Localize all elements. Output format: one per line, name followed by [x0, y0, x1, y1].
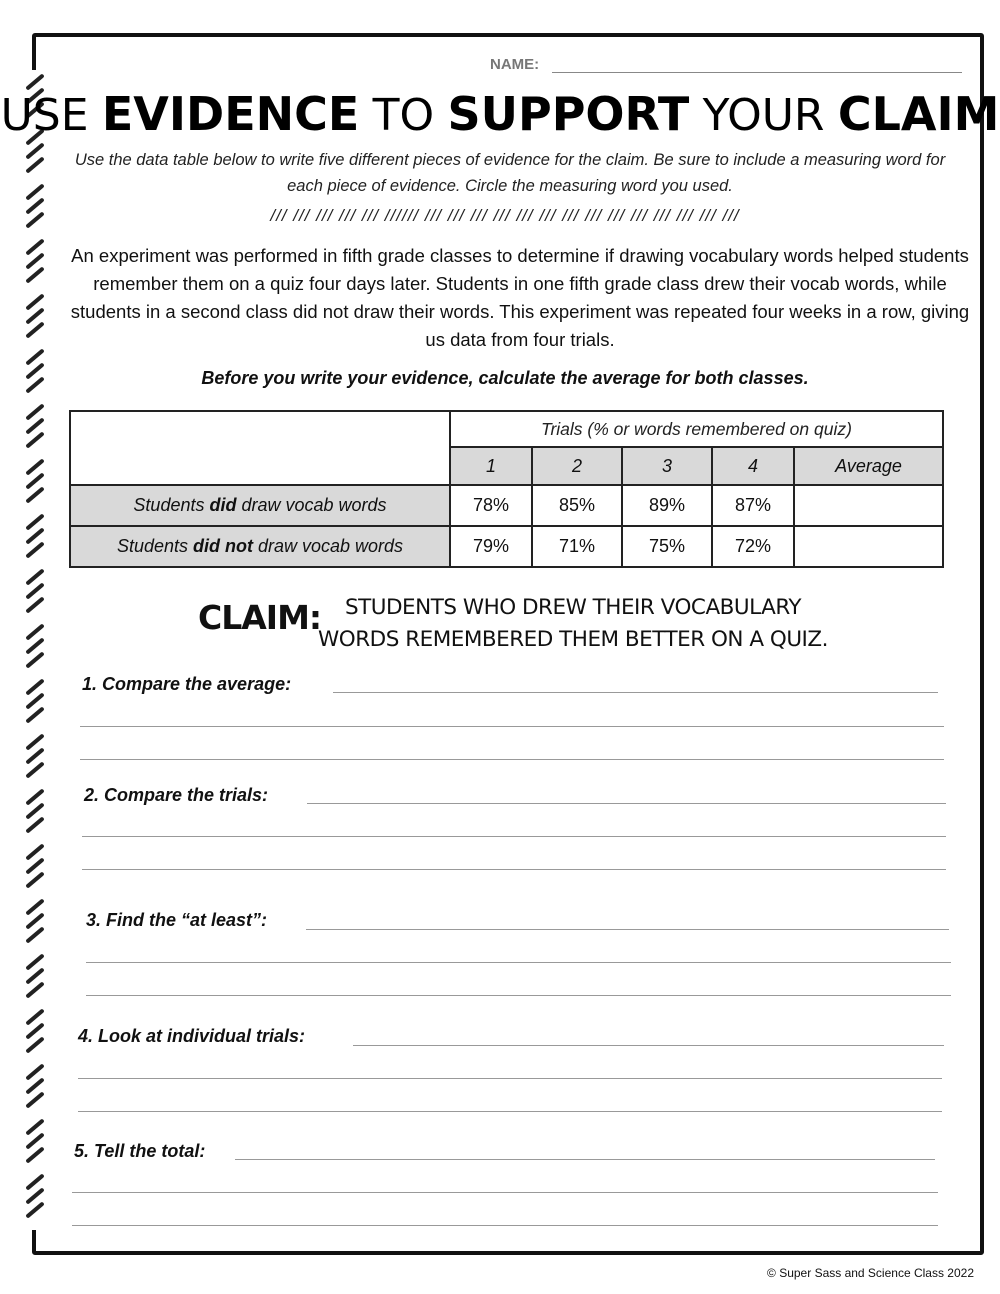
hatch-mark-group	[18, 622, 48, 674]
question-3-label: 3. Find the “at least”:	[86, 910, 268, 930]
slash-divider: /// /// /// /// /// ////// /// /// /// /// /// /// /// /// /// /// /// /// /// ///	[270, 206, 740, 225]
average-cell[interactable]	[794, 526, 943, 567]
column-header: Average	[794, 447, 943, 485]
title-word: USE	[0, 90, 89, 141]
cell-value: 87%	[712, 485, 794, 526]
row-label: Students did draw vocab words	[70, 485, 450, 526]
trials-header: Trials (% or words remembered on quiz)	[450, 411, 943, 447]
row-label: Students did not draw vocab words	[70, 526, 450, 567]
question-5-label: 5. Tell the total:	[74, 1141, 206, 1161]
hatch-mark-group	[18, 1172, 48, 1224]
answer-line[interactable]	[86, 962, 951, 963]
answer-line[interactable]	[306, 929, 949, 930]
calculate-prompt: Before you write your evidence, calculate the average for both classes.	[201, 368, 809, 388]
cell-value: 79%	[450, 526, 532, 567]
title-word: TO	[372, 90, 435, 141]
instructions: Use the data table below to write five different pieces of evidence for the claim. Be sure to include a measuring word for each piece of evidence. Circle the measuring word you used.	[74, 151, 946, 195]
claim-line: WORDS REMEMBERED THEM BETTER ON A QUIZ.	[318, 627, 828, 652]
table-row	[70, 485, 943, 526]
hatch-mark-group	[18, 1062, 48, 1114]
claim-label: CLAIM:	[198, 598, 322, 637]
column-header: 1	[450, 447, 532, 485]
hatch-mark-group	[18, 292, 48, 344]
table-corner	[70, 411, 450, 485]
cell-value: 89%	[622, 485, 712, 526]
title-word: EVIDENCE	[101, 87, 360, 141]
answer-line[interactable]	[333, 692, 938, 693]
average-cell[interactable]	[794, 485, 943, 526]
claim-text	[318, 592, 828, 656]
answer-line[interactable]	[86, 995, 951, 996]
answer-line[interactable]	[72, 1225, 938, 1226]
answer-line[interactable]	[307, 803, 946, 804]
cell-value: 75%	[622, 526, 712, 567]
answer-line[interactable]	[80, 726, 944, 727]
hatch-mark-group	[18, 952, 48, 1004]
cell-value: 85%	[532, 485, 622, 526]
title-word: SUPPORT	[447, 87, 690, 141]
hatch-mark-group	[18, 402, 48, 454]
hatch-mark-group	[18, 842, 48, 894]
cell-value: 78%	[450, 485, 532, 526]
table-row	[70, 526, 943, 567]
cell-value: 72%	[712, 526, 794, 567]
hatch-mark-group	[18, 1117, 48, 1169]
cell-value: 71%	[532, 526, 622, 567]
column-header: 4	[712, 447, 794, 485]
name-label: NAME:	[490, 56, 540, 73]
title-word: YOUR	[702, 90, 825, 141]
question-4-label: 4. Look at individual trials:	[78, 1026, 306, 1046]
answer-line[interactable]	[235, 1159, 935, 1160]
answer-line[interactable]	[80, 759, 944, 760]
claim-line: STUDENTS WHO DREW THEIR VOCABULARY	[344, 595, 802, 620]
hatch-mark-group	[18, 732, 48, 784]
hatch-mark-group	[18, 457, 48, 509]
hatch-mark-group	[18, 677, 48, 729]
hatch-mark-group	[18, 237, 48, 289]
hatch-mark-group	[18, 1007, 48, 1059]
data-table	[69, 410, 944, 568]
answer-line[interactable]	[82, 836, 946, 837]
hatch-mark-group	[18, 897, 48, 949]
name-field[interactable]	[552, 72, 962, 73]
question-1-label: 1. Compare the average:	[82, 674, 292, 694]
column-header: 3	[622, 447, 712, 485]
column-header: 2	[532, 447, 622, 485]
answer-line[interactable]	[353, 1045, 944, 1046]
intro-paragraph: An experiment was performed in fifth grade classes to determine if drawing vocabulary words helped students remember them on a quiz four days later. Students in one fifth grade class drew their vocab words, while students in a second class did not draw their words. This experiment was repeated four weeks in a row, giving us data from four trials.	[70, 245, 970, 350]
hatch-mark-group	[18, 567, 48, 619]
page-title	[0, 84, 1000, 146]
copyright: © Super Sass and Science Class 2022	[767, 1266, 974, 1280]
hatch-mark-group	[18, 512, 48, 564]
hatch-mark-group	[18, 787, 48, 839]
title-word: CLAIM	[837, 87, 1000, 141]
answer-line[interactable]	[78, 1078, 942, 1079]
answer-line[interactable]	[72, 1192, 938, 1193]
question-2-label: 2. Compare the trials:	[84, 785, 269, 805]
answer-line[interactable]	[78, 1111, 942, 1112]
hatch-decoration	[18, 72, 48, 1222]
answer-line[interactable]	[82, 869, 946, 870]
